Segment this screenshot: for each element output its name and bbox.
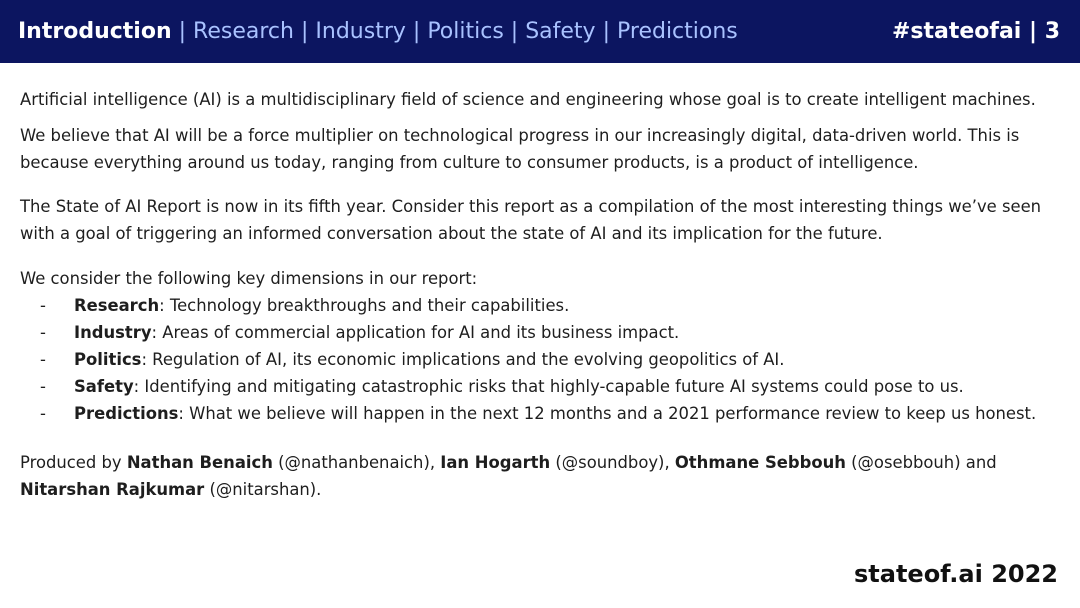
- author-name: Ian Hogarth: [440, 453, 551, 472]
- bullet-dash: -: [40, 323, 46, 342]
- dimension-name: Industry: [74, 323, 152, 342]
- top-nav-bar: [0, 0, 1080, 63]
- bullet-dash: -: [40, 404, 46, 423]
- credits-line: [20, 449, 1065, 503]
- bullet-dash: -: [40, 350, 46, 369]
- nav-politics[interactable]: Politics: [427, 18, 504, 44]
- report-paragraph: The State of AI Report is now in its fifth year. Consider this report as a compilation of the most interesting things we’ve seen with a goal of triggering an informed conversation about the state of AI and its implication for the future.: [20, 197, 1042, 243]
- nav-introduction[interactable]: Introduction: [18, 18, 172, 44]
- dimension-description: : Identifying and mitigating catastrophic risks that highly-capable future AI systems could pose to us.: [133, 377, 964, 396]
- nav-separator: |: [602, 18, 610, 44]
- nav-research[interactable]: Research: [193, 18, 294, 44]
- author-name: Nathan Benaich: [126, 453, 273, 472]
- nav-separator: |: [510, 18, 519, 44]
- dimension-description: : Technology breakthroughs and their capabilities.: [159, 296, 570, 315]
- nav-predictions[interactable]: Predictions: [617, 18, 738, 44]
- credits-prefix: Produced by: [20, 453, 127, 472]
- section-nav: [18, 18, 738, 44]
- list-item: [20, 373, 1065, 400]
- dimension-name: Research: [74, 296, 160, 315]
- dimension-description: : Regulation of AI, its economic implications and the evolving geopolitics of AI.: [141, 350, 785, 369]
- dimension-description: : Areas of commercial application for AI and its business impact.: [151, 323, 680, 342]
- dimension-name: Safety: [74, 377, 134, 396]
- nav-separator: |: [300, 18, 309, 44]
- list-item: [20, 292, 1065, 319]
- dimension-name: Predictions: [74, 404, 179, 423]
- list-item: [20, 400, 1065, 427]
- author-handle: (@nitarshan).: [204, 480, 322, 499]
- dimensions-list: [20, 292, 1065, 427]
- author-handle: (@nathanbenaich),: [272, 453, 441, 472]
- nav-safety[interactable]: Safety: [525, 18, 596, 44]
- hashtag-page-number: #stateofai | 3: [891, 19, 1060, 44]
- nav-separator: |: [412, 18, 421, 44]
- nav-industry[interactable]: Industry: [315, 18, 406, 44]
- author-name: Othmane Sebbouh: [674, 453, 846, 472]
- author-name: Nitarshan Rajkumar: [20, 480, 205, 499]
- intro-paragraph: Artificial intelligence (AI) is a multidisciplinary field of science and engineering whose goal is to create intelligent machines.: [20, 90, 1036, 109]
- bullet-dash: -: [40, 377, 46, 396]
- dimension-name: Politics: [74, 350, 142, 369]
- bullet-dash: -: [40, 296, 46, 315]
- author-handle: (@soundboy),: [550, 453, 675, 472]
- list-item: [20, 346, 1065, 373]
- belief-paragraph: We believe that AI will be a force multiplier on technological progress in our increasingly digital, data-driven world. This is because everything around us today, ranging from culture to consumer products, is a product of intelligence.: [20, 126, 1020, 172]
- dimension-description: : What we believe will happen in the next 12 months and a 2021 performance review to keep us honest.: [178, 404, 1037, 423]
- list-item: [20, 319, 1065, 346]
- nav-separator: |: [178, 18, 187, 44]
- slide-body: [20, 86, 1065, 503]
- author-handle: (@osebbouh) and: [845, 453, 997, 472]
- dimensions-intro: We consider the following key dimensions in our report:: [20, 269, 478, 288]
- footer-brand: stateof.ai 2022: [853, 560, 1058, 588]
